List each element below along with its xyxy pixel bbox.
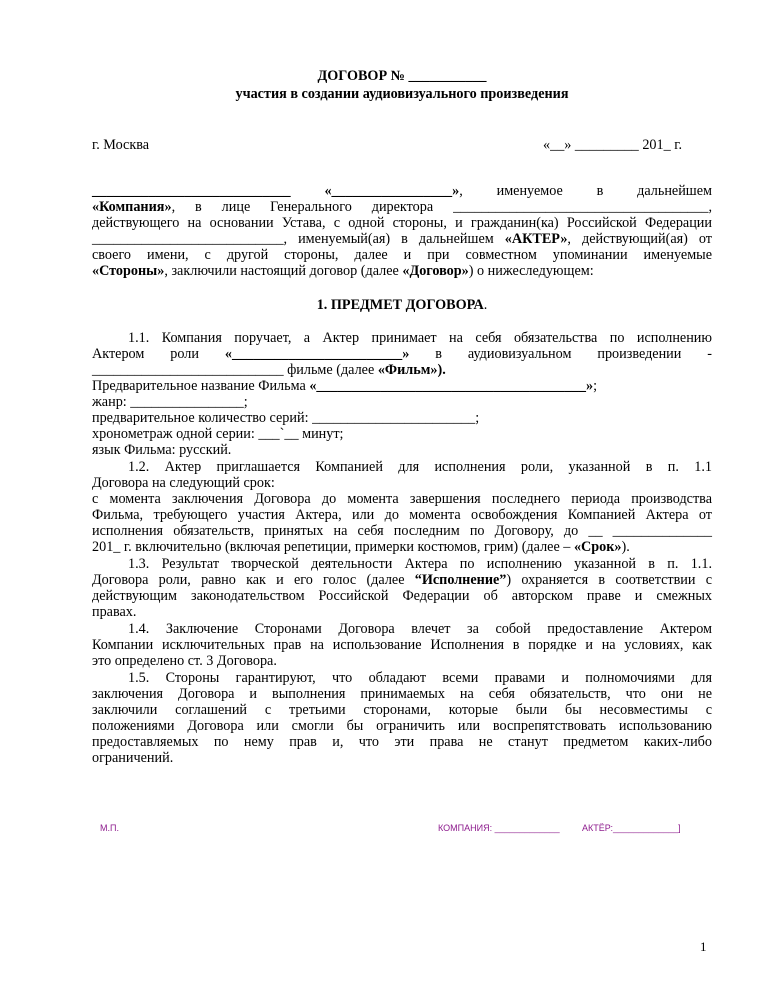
clause-1-3-line-2 <box>92 572 712 588</box>
clause-1-4-line-3: это определено ст. 3 Договора. <box>92 653 277 669</box>
clause-1-5-line-5: предоставляемых по нему прав и, что эти права не станут предметом каких-либо <box>92 734 712 750</box>
intro-text: , именуемое в дальнейшем <box>459 183 713 199</box>
actor-label: «АКТЕР» <box>504 231 568 247</box>
intro-line-6 <box>92 263 712 279</box>
clause-text: в аудиовизуальном произведении - <box>435 346 713 362</box>
contract-date: «__» _________ 201_ г. <box>543 137 682 153</box>
clause-1-3-line-1: 1.3. Результат творческой деятельности Актера по исполнению указанной в п. 1.1. <box>128 556 712 572</box>
company-name-blank: «_________________» <box>324 183 460 199</box>
role-blank: «________________________» <box>224 346 410 362</box>
clause-text: 201_ г. включительно (включая репетиции, примерки костюмов, грим) (далее – <box>92 539 574 555</box>
place-date-line <box>92 137 712 153</box>
clause-1-2-line-1: 1.2. Актер приглашается Компанией для исполнения роли, указанной в п. 1.1 <box>128 459 712 475</box>
clause-1-5-line-6: ограничений. <box>92 750 174 766</box>
company-label: «Компания» <box>92 199 172 215</box>
clause-1-4-line-1: 1.4. Заключение Сторонами Договора влечет за собой предоставление Актером <box>128 621 712 637</box>
clause-1-1-line-4 <box>92 378 712 394</box>
clause-1-5-line-2: заключения Договора и выполнения принимаемых на себя обязательств, что они не <box>92 686 712 702</box>
clause-1-2-line-6 <box>92 539 712 555</box>
clause-1-5-line-4: положениями Договора или смогли бы ограничить или воспрепятствовать использованию <box>92 718 712 734</box>
footer-actor-signature: АКТЁР:_____________] <box>582 823 681 833</box>
clause-text: ). <box>621 539 630 555</box>
clause-1-1-line-2 <box>92 346 712 362</box>
clause-1-4-line-2: Компании исключительных прав на использование Исполнения в порядке и на условиях, как <box>92 637 712 653</box>
section-heading-text: 1. ПРЕДМЕТ ДОГОВОРА <box>316 297 484 313</box>
parties-label: «Стороны» <box>92 263 165 279</box>
clause-1-3-line-4: правах. <box>92 604 137 620</box>
film-title-blank: «______________________________________» <box>309 378 594 394</box>
clause-1-1-line-1: 1.1. Компания поручает, а Актер принимает на себя обязательства по исполнению <box>128 330 712 346</box>
episodes-line: предварительное количество серий: _______________________; <box>92 410 480 426</box>
performance-label: “Исполнение” <box>414 572 507 588</box>
intro-text: ) о нижеследующем: <box>468 263 594 279</box>
intro-text: , именуемый(ая) в дальнейшем <box>283 231 505 247</box>
clause-text: ) охраняется в соответствии с <box>506 572 712 588</box>
clause-1-1-line-3 <box>92 362 712 378</box>
clause-1-2-line-2: Договора на следующий срок: <box>92 475 275 491</box>
duration-line: хронометраж одной серии: ___`__ минут; <box>92 426 344 442</box>
footer-company-signature: КОМПАНИЯ: _____________ <box>438 823 560 833</box>
clause-text: ___________________________ фильме (далее <box>92 362 378 378</box>
clause-1-3-line-3: действующим законодательством Российской Федерации об авторском праве и смежных <box>92 588 712 604</box>
intro-line-4 <box>92 231 712 247</box>
section-heading-dot: . <box>483 297 488 313</box>
contract-subtitle: участия в создании аудиовизуального произведения <box>235 86 569 102</box>
intro-line-3: действующего на основании Устава, с одной стороны, и гражданин(ка) Российской Федерации <box>92 215 712 231</box>
clause-text: ; <box>593 378 598 394</box>
intro-line-5: своего имени, с другой стороны, далее и при совместном упоминании именуемые <box>92 247 712 263</box>
actor-blank: ___________________________ <box>92 231 284 247</box>
genre-line: жанр: ________________; <box>92 394 248 410</box>
intro-text: , заключили настоящий договор (далее <box>164 263 403 279</box>
clause-text: Договора роли, равно как и его голос (далее <box>92 572 415 588</box>
clause-1-2-line-3: с момента заключения Договора до момента завершения последнего периода производства <box>92 491 712 507</box>
footer-stamp-label: М.П. <box>100 823 119 833</box>
clause-1-2-line-5: исполнения обязательств, принятых на себя последним по Договору, до __ ______________ <box>92 523 712 539</box>
intro-line-2 <box>92 199 712 215</box>
clause-text: Предварительное название Фильма <box>92 378 310 394</box>
intro-text: , в лице Генерального директора ____________________________________, <box>171 199 712 215</box>
contract-title: ДОГОВОР № ___________ <box>317 68 487 84</box>
intro-line-1 <box>92 183 712 199</box>
film-label: «Фильм»). <box>377 362 446 378</box>
place: г. Москва <box>92 137 150 153</box>
clause-text: Актером роли <box>92 346 199 362</box>
language-line: язык Фильма: русский. <box>92 442 232 458</box>
clause-1-5-line-3: заключили соглашений с третьими сторонами, которые были бы несовместимы с <box>92 702 712 718</box>
section-1-heading <box>92 297 712 313</box>
contract-label: «Договор» <box>402 263 469 279</box>
company-blank: ____________________________ <box>92 183 291 199</box>
clause-1-5-line-1: 1.5. Стороны гарантируют, что обладают всеми правами и полномочиями для <box>128 670 712 686</box>
clause-1-2-line-4: Фильма, требующего участия Актера, или до момента освобождения Компанией Актера от <box>92 507 712 523</box>
term-label: «Срок» <box>573 539 622 555</box>
intro-text: , действующий(ая) от <box>567 231 712 247</box>
page-number: 1 <box>700 939 707 954</box>
